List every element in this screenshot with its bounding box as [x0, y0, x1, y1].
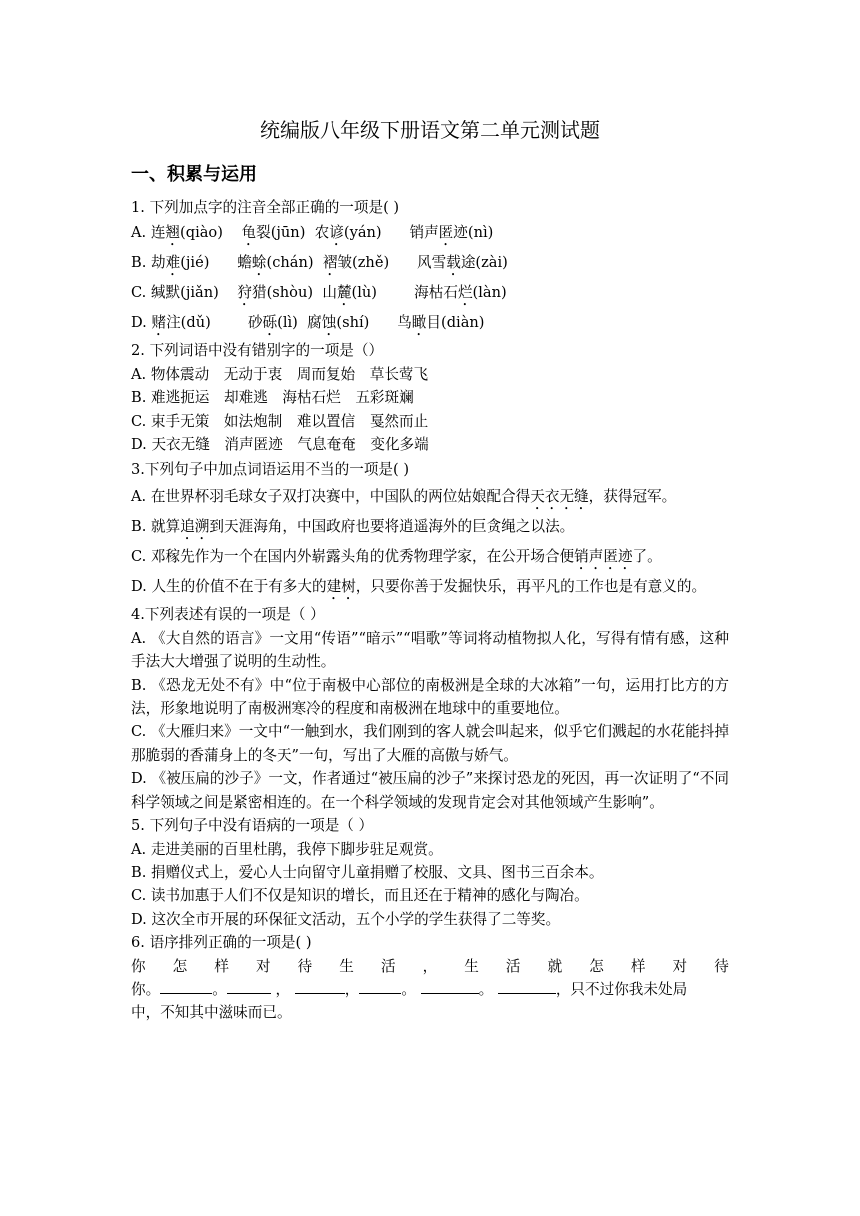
question-6-stem: 6. 语序排列正确的一项是( ) — [131, 934, 312, 952]
question-5 — [131, 814, 729, 931]
question-4-option-d: D. 《被压扁的沙子》一文，作者通过“被压扁的沙子”来探讨恐龙的死因，再一次证明了“不同科学领域之间是紧密相连的。在一个科学领域的发现肯定会对其他领域产生影响”。 — [131, 770, 729, 811]
question-4-option-b: B. 《恐龙无处不有》中“位于南极中心部位的南极洲是全球的大冰箱”一句，运用打比方的方法，形象地说明了南极洲寒冷的程度和南极洲在地球中的重要地位。 — [131, 676, 729, 718]
question-5-stem: 5. 下列句子中没有语病的一项是（ ） — [131, 817, 374, 835]
question-3-option-a: A. 在世界杯羽毛球女子双打决赛中，中国队的两位姑娘配合得天衣无缝，获得冠军。 — [131, 488, 677, 506]
question-4-option-c: C. 《大雁归来》一文中“一触到水，我们刚到的客人就会叫起来，似乎它们溅起的水花能抖掉那脆弱的香蒲身上的冬天”一句，写出了大雁的高傲与娇气。 — [131, 723, 729, 764]
question-1-option-b: B. 劫难(jié) 蟾蜍(chán) 褶皱(zhě) 风雪载途(zài) — [131, 254, 508, 272]
question-2-stem: 2. 下列词语中没有错别字的一项是（） — [131, 342, 384, 360]
page-title: 统编版八年级下册语文第二单元测试题 — [260, 118, 600, 142]
question-4-option-a: A. 《大自然的语言》一文用“传语”“暗示”“唱歌”等词将动植物拟人化，写得有情有感，这种手法大大增强了说明的生动性。 — [131, 629, 729, 671]
blank-2[interactable] — [227, 979, 271, 994]
question-2-option-c: C. 束手无策 如法炮制 难以置信 戛然而止 — [131, 412, 429, 430]
question-2-option-a: A. 物体震动 无动于衷 周而复始 草长莺飞 — [131, 365, 429, 383]
question-1-stem: 1. 下列加点字的注音全部正确的一项是( ) — [131, 199, 400, 216]
blank-3[interactable] — [295, 979, 345, 994]
question-3-option-b: B. 就算追溯到天涯海角，中国政府也要将逍遥海外的巨贪绳之以法。 — [131, 518, 575, 536]
question-6-line-3: 中，不知其中滋味而已。 — [131, 1004, 292, 1022]
section-heading: 一、积累与运用 — [131, 164, 257, 185]
question-5-option-b: B. 捐赠仪式上，爱心人士向留守儿童捐赠了校服、文具、图书三百余本。 — [131, 863, 604, 881]
blank-5[interactable] — [421, 979, 479, 994]
question-2 — [131, 339, 729, 456]
question-3 — [131, 456, 729, 603]
question-1-option-d: D. 赌注(dǔ) 砂砾(lì) 腐蚀(shí) 鸟瞰目(diàn) — [131, 314, 485, 332]
question-5-option-d: D. 这次全市开展的环保征文活动，五个小学的学生获得了二等奖。 — [131, 910, 561, 928]
question-5-option-c: C. 读书加惠于人们不仅是知识的增长，而且还在于精神的感化与陶冶。 — [131, 887, 589, 905]
question-1-option-c: C. 缄默(jiǎn) 狩猎(shòu) 山麓(lù) 海枯石烂(làn) — [131, 284, 507, 302]
question-3-option-d: D. 人生的价值不在于有多大的建树，只要你善于发掘快乐，再平凡的工作也是有意义的。 — [131, 578, 707, 596]
blank-4[interactable] — [359, 979, 401, 994]
question-1 — [131, 196, 729, 339]
blank-6[interactable] — [498, 979, 556, 994]
question-6-line-2: 你。 。 ， ， 。 。 ，只不过你我未处局 — [131, 980, 688, 998]
question-6 — [131, 931, 729, 1025]
question-3-stem: 3.下列句子中加点词语运用不当的一项是( ) — [131, 461, 410, 479]
question-6-line-1: 你 怎 样 对 待 生 活 ， 生 活 就 怎 样 对 待 — [131, 957, 729, 975]
question-5-option-a: A. 走进美丽的百里杜鹃，我停下脚步驻足观赏。 — [131, 840, 443, 858]
question-2-option-b: B. 难逃扼运 却难逃 海枯石烂 五彩斑斓 — [131, 389, 414, 407]
question-4 — [131, 603, 729, 814]
question-4-stem: 4.下列表述有误的一项是（ ） — [131, 606, 325, 624]
question-content — [131, 196, 729, 1025]
question-3-option-c: C. 邓稼先作为一个在国内外崭露头角的优秀物理学家，在公开场合便销声匿迹了。 — [131, 548, 662, 566]
blank-1[interactable] — [160, 979, 212, 994]
question-1-option-a: A. 连翘(qiào) 龟裂(jūn) 农谚(yán) 销声匿迹(nì) — [131, 224, 494, 242]
question-2-option-d: D. 天衣无缝 消声匿迹 气息奄奄 变化多端 — [131, 436, 429, 454]
